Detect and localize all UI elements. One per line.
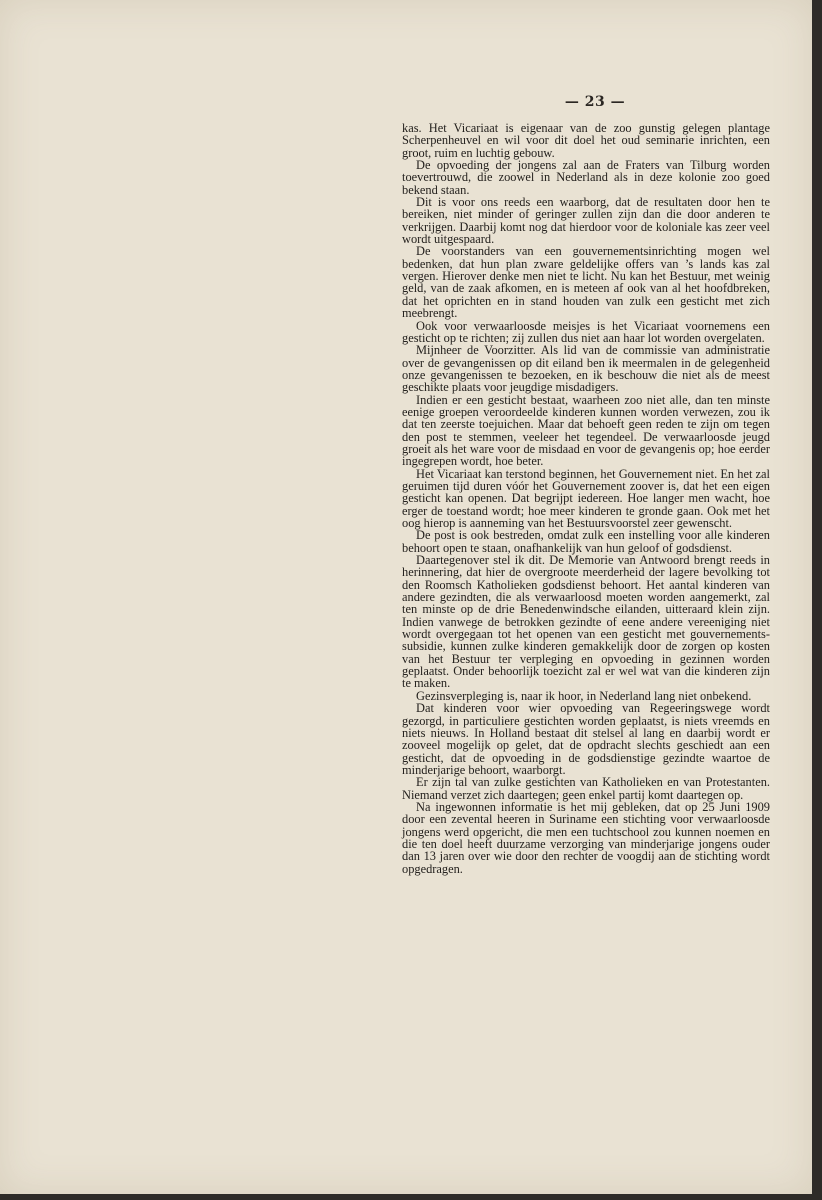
paragraph-7: Indien er een gesticht bestaat, waarheen zoo niet alle, dan ten minste eenige groepen veroordeelde kinderen kunnen worden verwezen, zou ik dat ten zeerste toejuichen. Maar dat behoeft geen reden te zijn om tegen den post te stemmen, veeleer het tegendeel. De verwaarloosde jeugd groeit als het ware voor de misdaad en voor de gevangenis op; hoe eerder ingegrepen wordt, hoe beter. (402, 392, 770, 469)
paragraph-9: De post is ook bestreden, omdat zulk een instelling voor alle kinderen behoort open te staan, onafhankelijk van hun geloof of godsdienst. (402, 528, 770, 555)
paragraph-5: Ook voor verwaarloosde meisjes is het Vicariaat voornemens een gesticht op te richten; zij zullen dus niet aan haar lot worden overgelaten. (402, 318, 770, 345)
paragraph-12: Dat kinderen voor wier opvoeding van Regeeringswege wordt gezorgd, in particuliere gestichten worden geplaatst, is niets vreemds en niets nieuws. In Holland bestaat dit stelsel al lang en daarbij wordt er zooveel mogelijk op gelet, dat de opdracht slechts geschiedt aan een gesticht, dat de opvoeding in de godsdienstige gezindte waartoe de minderjarige behoort, waarborgt. (402, 701, 770, 777)
paragraph-4: De voorstanders van een gouvernementsinrichting mogen wel bedenken, dat hun plan zware geldelijke offers van ’s lands kas zal vergen. Hierover denke men niet te licht. Nu kan het Bestuur, met weinig geld, van de zaak afkomen, en is meteen af ook van al het hoofdbreken, dat het oprichten en in stand houden van zulk een gesticht met zich meebrengt. (402, 244, 770, 321)
paragraph-3: Dit is voor ons reeds een waarborg, dat de resultaten door hen te bereiken, niet minder of geringer zullen zijn dan die door anderen te verkrijgen. Daarbij komt nog dat hierdoor voor de koloniale kas zeer veel wordt uitgespaard. (402, 195, 770, 247)
scan-border-right (812, 0, 822, 1200)
page-number: — 23 — (564, 94, 626, 110)
paragraph-2: De opvoeding der jongens zal aan de Fraters van Tilburg worden toevertrouwd, die zoowel in Nederland als in deze kolonie zoo goed bekend staan. (402, 158, 770, 197)
paragraph-8: Het Vicariaat kan terstond beginnen, het Gouvernement niet. En het zal geruimen tijd duren vóór het Gouvernement zoover is, dat het een eigen gesticht kan openen. Dat begrijpt iedereen. Hoe langer men wacht, hoe erger de toestand wordt; hoe meer kinderen te gronde gaan. Ook met het oog hierop is aanneming van het Bestuursvoorstel zeer gewenscht. (402, 466, 770, 530)
paragraph-1: kas. Het Vicariaat is eigenaar van de zoo gunstig gelegen plantage Scherpenheuvel en wil voor dit doel het oud seminarie inrichten, een groot, ruim en luchtig gebouw. (402, 121, 770, 160)
paragraph-13: Er zijn tal van zulke gestichten van Katholieken en van Protestanten. Niemand verzet zich daartegen; geen enkel partij komt daartegen op. (402, 775, 770, 802)
paragraph-11: Gezinsverpleging is, naar ik hoor, in Nederland lang niet onbekend. (416, 688, 752, 703)
scan-border-bottom (0, 1194, 822, 1200)
text-column (402, 122, 770, 875)
paragraph-14: Na ingewonnen informatie is het mij gebleken, dat op 25 Juni 1909 door een zevental heeren in Suriname een stichting voor verwaarloosde jongens werd opgericht, die men een tuchtschool zou kunnen noemen en die ten doel heeft duurzame verzorging van minderjarige jongens ouder dan 13 jaren over wie door den rechter de voogdij aan de stichting wordt opgedragen. (402, 799, 770, 876)
paragraph-10: Daartegenover stel ik dit. De Memorie van Antwoord brengt reeds in herinnering, dat hier de overgroote meerderheid der lagere bevolking tot den Roomsch Katholieken godsdienst behoort. Het aantal kinderen van andere gezindten, die als verwaarloosd moeten worden aangemerkt, zal ten minste op de drie Benedenwindsche eilanden, uitteraard klein zijn. Indien vanwege de betrokken gezindte of eene andere vereeniging niet wordt overgegaan tot het openen van een gesticht met gouvernements-subsidie, kunnen zulke kinderen gemakkelijk door de zorgen op kosten van het Bestuur ter verpleging en opvoeding in gezinnen worden geplaatst. Onder behoorlijk toezicht zal er wel wat van die kinderen zijn te maken. (402, 553, 770, 691)
paragraph-6: Mijnheer de Voorzitter. Als lid van de commissie van administratie over de gevangenissen op dit eiland ben ik meermalen in de gelegenheid onze gevangenissen te bezoeken, en ik beschouw die niet als de meest geschikte plaats voor jeugdige misdadigers. (402, 343, 770, 395)
